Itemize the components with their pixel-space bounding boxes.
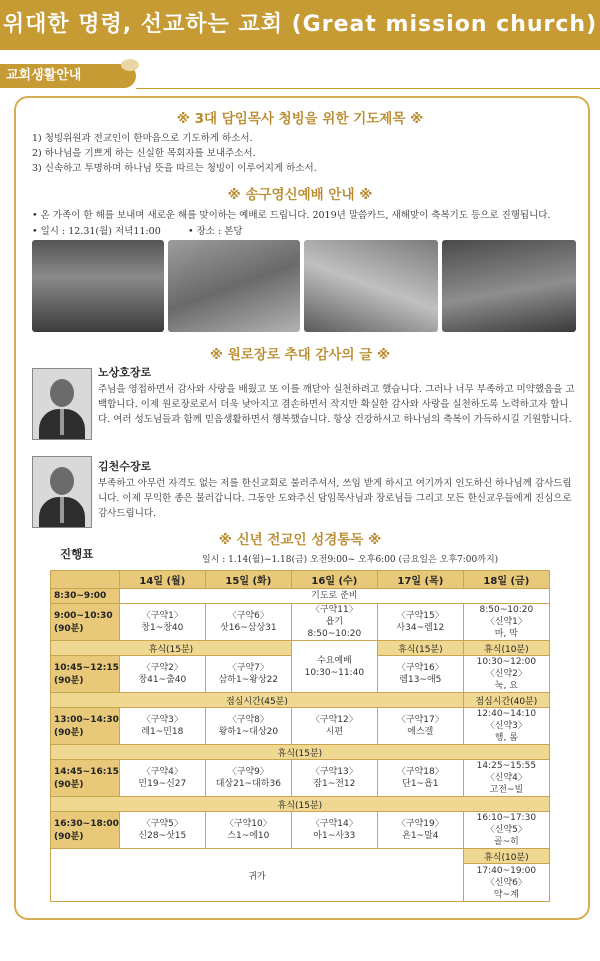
banner-title: 위대한 명령, 선교하는 교회 (Great mission church): [2, 12, 598, 37]
prayer-title: ※ 3대 담임목사 청빙을 위한 기도제목 ※: [176, 111, 424, 127]
newyear-time: • 일시 : 12.31(월) 저녁11:00: [32, 226, 161, 237]
reading-cell: 〈구약6〉 삿16~삼상31: [205, 604, 291, 641]
prep-cell: 기도로 준비: [119, 589, 549, 604]
newyear-title: ※ 송구영신예배 안내 ※: [227, 187, 373, 203]
reading-cell: 14:25~15:55 〈신약4〉 고전~빌: [463, 760, 549, 797]
lunch-cell: 점심시간(40분): [463, 693, 549, 708]
break-cell: 휴식(15분): [51, 641, 292, 656]
reading-cell: 〈구약15〉 사34~렘12: [377, 604, 463, 641]
section-divider: [136, 88, 600, 89]
reading-cell: 〈구약19〉 욘1~말4: [377, 812, 463, 849]
reading-cell: 〈구약11〉 욥기 8:50~10:20: [291, 604, 377, 641]
time-slot: 9:00~10:30 (90분): [51, 604, 120, 641]
reading-cell: 〈구약16〉 렘13~애5: [377, 656, 463, 693]
schedule-label: 진행표: [60, 547, 94, 561]
reading-cell: 〈구약8〉 왕하1~대상20: [205, 708, 291, 745]
reading-cell: 〈구약17〉 에스겔: [377, 708, 463, 745]
schedule-dates: 일시 : 1.14(월)~1.18(금) 오전9:00~ 오후6:00 (금요일은 오후7:00까지): [202, 555, 499, 565]
schedule-table: [50, 570, 550, 902]
reading-cell: 〈구약1〉 창1~창40: [119, 604, 205, 641]
break-cell: 휴식(10분): [463, 641, 549, 656]
go-home-cell: 귀가: [51, 849, 464, 902]
reading-cell: 10:30~12:00 〈신약2〉 눅, 요: [463, 656, 549, 693]
time-slot: 10:45~12:15 (90분): [51, 656, 120, 693]
elder-2-portrait: [32, 456, 92, 528]
elders-title: ※ 원로장로 추대 감사의 글 ※: [209, 347, 391, 363]
prayer-item: 1) 청빙위원과 전교인이 한마음으로 기도하게 하소서.: [32, 133, 253, 144]
reading-cell: 16:10~17:30 〈신약5〉 골~히: [463, 812, 549, 849]
elder-1-portrait: [32, 368, 92, 440]
reading-cell: 〈구약9〉 대상21~대하36: [205, 760, 291, 797]
reading-cell: 〈구약14〉 아1~사33: [291, 812, 377, 849]
reading-cell: 〈구약4〉 민19~신27: [119, 760, 205, 797]
elder-2-message: 부족하고 아무런 자격도 없는 저를 한신교회로 불러주셔서, 쓰임 받게 하시고 여기까지 인도하신 하나님께 감사드립니다. 이제 무익한 종은 물러갑니다. 그동안 도와주신 담임목사님과 장로님들 그리고 모든 한신교우들에게 진심으로 감사드립니다.: [98, 478, 572, 519]
worship-stage-photo: [32, 240, 164, 332]
elder-2-name: 김천수장로: [98, 460, 152, 473]
reading-cell: 〈구약5〉 신28~삿15: [119, 812, 205, 849]
reading-cell: 〈구약3〉 레1~민18: [119, 708, 205, 745]
reading-cell: 〈구약18〉 단1~욥1: [377, 760, 463, 797]
time-slot: 14:45~16:15 (90분): [51, 760, 120, 797]
newyear-place: • 장소 : 본당: [188, 226, 243, 237]
time-slot: 13:00~14:30 (90분): [51, 708, 120, 745]
reading-title: ※ 신년 전교인 성경통독 ※: [218, 532, 382, 548]
wednesday-service-cell: 수요예배 10:30~11:40: [291, 641, 377, 693]
time-slot: 16:30~18:00 (90분): [51, 812, 120, 849]
header-corner: [51, 571, 120, 589]
reading-cell: 〈구약2〉 창41~출40: [119, 656, 205, 693]
leaf-icon: [121, 59, 139, 71]
praying-woman-photo: [304, 240, 438, 332]
break-cell: 휴식(10분): [463, 849, 549, 864]
day-header: 17일 (목): [377, 571, 463, 589]
break-cell: 휴식(15분): [377, 641, 463, 656]
reading-cell: 〈구약13〉 잠1~전12: [291, 760, 377, 797]
reading-cell: 17:40~19:00 〈신약6〉 약~계: [463, 864, 549, 902]
reading-cell: 〈구약7〉 삼하1~왕상22: [205, 656, 291, 693]
day-header: 15일 (화): [205, 571, 291, 589]
break-cell: 휴식(15분): [51, 797, 550, 812]
break-cell: 휴식(15분): [51, 745, 550, 760]
praying-men-photo: [442, 240, 576, 332]
section-tab-label: 교회생활안내: [6, 68, 82, 83]
newyear-description: • 온 가족이 한 해를 보내며 새로운 해를 맞이하는 예배로 드립니다. 2019년 말씀카드, 새해맞이 축복기도 등으로 진행됩니다.: [32, 210, 551, 221]
congregation-photo: [168, 240, 300, 332]
elder-1-message: 주님을 영접하면서 감사와 사랑을 배웠고 또 이를 깨닫아 실천하려고 했습니다. 그러나 너무 부족하고 미약했음을 고백합니다. 이제 원로장로로서 더욱 낮아지고 겸손하면서 작지만 확실한 감사와 사랑을 실천하도록 노력하고자 합니다. 여러 성도님들과 함께 믿음생활하면서 행복했습니다. 항상 건강하시고 하나님의 축복이 가득하시길 기원합니다.: [98, 384, 575, 425]
reading-cell: 〈구약10〉 스1~에10: [205, 812, 291, 849]
section-tab: [0, 64, 136, 88]
day-header: 16일 (수): [291, 571, 377, 589]
day-header: 18일 (금): [463, 571, 549, 589]
time-slot: 8:30~9:00: [51, 589, 120, 604]
prayer-item: 2) 하나님을 기쁘게 하는 신실한 목회자를 보내주소서.: [32, 148, 256, 159]
prayer-item: 3) 신속하고 투명하며 하나님 뜻을 따르는 청빙이 이루어지게 하소서.: [32, 163, 317, 174]
reading-cell: 〈구약12〉 시편: [291, 708, 377, 745]
lunch-cell: 점심시간(45분): [51, 693, 464, 708]
day-header: 14일 (월): [119, 571, 205, 589]
reading-cell: 12:40~14:10 〈신약3〉 행, 롬: [463, 708, 549, 745]
elder-1-name: 노상호장로: [98, 366, 152, 379]
reading-cell: 8:50~10:20 〈신약1〉 마, 막: [463, 604, 549, 641]
